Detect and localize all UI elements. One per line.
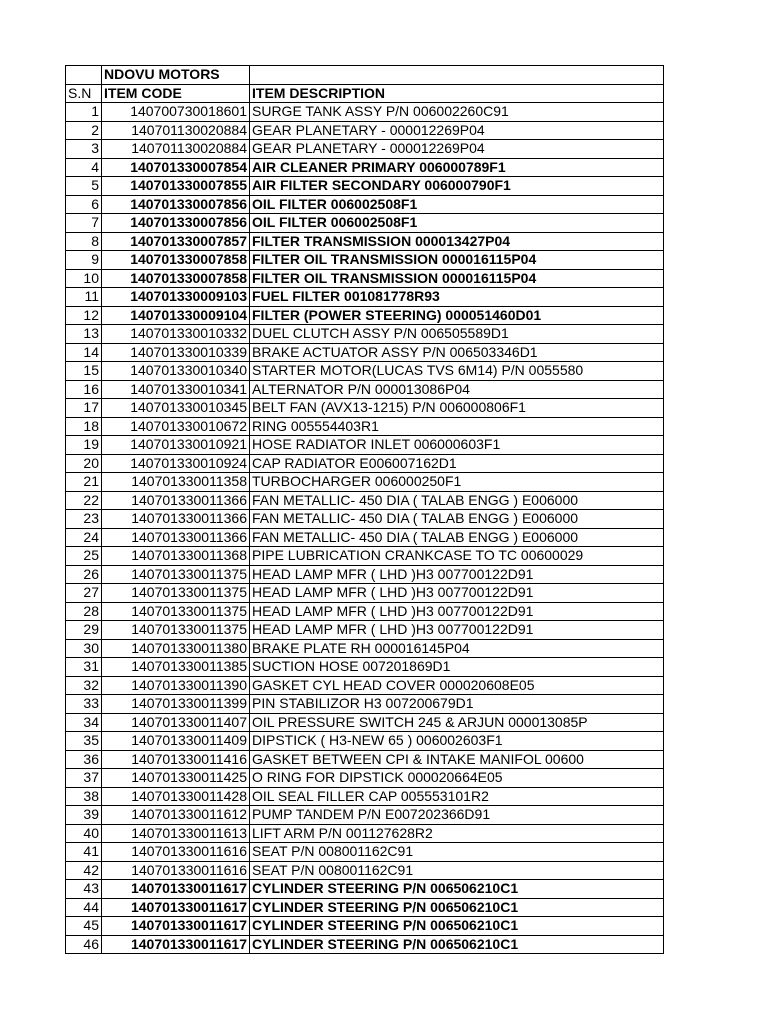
table-row — [66, 436, 664, 455]
row-sn: 30 — [66, 639, 102, 658]
row-item-code: 140701330011612 — [102, 806, 250, 825]
row-sn: 12 — [66, 306, 102, 325]
row-item-code: 140701330011617 — [102, 898, 250, 917]
row-sn: 43 — [66, 880, 102, 899]
row-sn: 11 — [66, 288, 102, 307]
row-sn: 41 — [66, 843, 102, 862]
row-item-code: 140701330011428 — [102, 787, 250, 806]
row-item-code: 140701130020884 — [102, 140, 250, 159]
row-sn: 7 — [66, 214, 102, 233]
row-sn: 26 — [66, 565, 102, 584]
row-item-description: GASKET BETWEEN CPI & INTAKE MANIFOL 00600 — [250, 750, 664, 769]
row-sn: 18 — [66, 417, 102, 436]
table-row — [66, 769, 664, 788]
table-row — [66, 158, 664, 177]
row-item-code: 140701330011617 — [102, 935, 250, 954]
table-row — [66, 584, 664, 603]
row-item-code: 140701330007858 — [102, 251, 250, 270]
row-item-description: CYLINDER STEERING P/N 006506210C1 — [250, 880, 664, 899]
company-row — [66, 66, 664, 85]
header-sn: S.N — [66, 84, 102, 103]
row-item-code: 140701330011358 — [102, 473, 250, 492]
row-sn: 10 — [66, 269, 102, 288]
row-item-code: 140701330007857 — [102, 232, 250, 251]
table-row — [66, 676, 664, 695]
empty-cell — [250, 66, 664, 85]
row-item-description: HEAD LAMP MFR ( LHD )H3 007700122D91 — [250, 602, 664, 621]
row-item-description: OIL SEAL FILLER CAP 005553101R2 — [250, 787, 664, 806]
row-item-description: STARTER MOTOR(LUCAS TVS 6M14) P/N 0055580 — [250, 362, 664, 381]
table-row — [66, 898, 664, 917]
row-item-code: 140701330011380 — [102, 639, 250, 658]
table-row — [66, 491, 664, 510]
row-sn: 2 — [66, 121, 102, 140]
table-row — [66, 750, 664, 769]
row-item-code: 140701330007855 — [102, 177, 250, 196]
row-item-code: 140701330011368 — [102, 547, 250, 566]
row-item-code: 140701330011409 — [102, 732, 250, 751]
row-sn: 21 — [66, 473, 102, 492]
table-row — [66, 343, 664, 362]
row-sn: 31 — [66, 658, 102, 677]
table-row — [66, 473, 664, 492]
row-sn: 44 — [66, 898, 102, 917]
row-sn: 29 — [66, 621, 102, 640]
table-row — [66, 843, 664, 862]
row-item-description: BRAKE ACTUATOR ASSY P/N 006503346D1 — [250, 343, 664, 362]
row-sn: 32 — [66, 676, 102, 695]
row-item-description: FILTER OIL TRANSMISSION 000016115P04 — [250, 269, 664, 288]
row-sn: 15 — [66, 362, 102, 381]
row-item-code: 140701330009103 — [102, 288, 250, 307]
row-sn: 6 — [66, 195, 102, 214]
row-item-code: 140701330011366 — [102, 528, 250, 547]
row-item-code: 140701330007856 — [102, 214, 250, 233]
row-sn: 22 — [66, 491, 102, 510]
row-sn: 19 — [66, 436, 102, 455]
row-item-description: SEAT P/N 008001162C91 — [250, 861, 664, 880]
row-item-description: BELT FAN (AVX13-1215) P/N 006000806F1 — [250, 399, 664, 418]
row-item-description: PIN STABILIZOR H3 007200679D1 — [250, 695, 664, 714]
row-item-code: 140701330011616 — [102, 843, 250, 862]
row-item-code: 140701330007858 — [102, 269, 250, 288]
row-sn: 5 — [66, 177, 102, 196]
row-item-code: 140701330011390 — [102, 676, 250, 695]
row-item-description: CYLINDER STEERING P/N 006506210C1 — [250, 935, 664, 954]
table-row — [66, 806, 664, 825]
row-item-description: AIR CLEANER PRIMARY 006000789F1 — [250, 158, 664, 177]
row-sn: 9 — [66, 251, 102, 270]
table-row — [66, 917, 664, 936]
row-sn: 8 — [66, 232, 102, 251]
table-row — [66, 251, 664, 270]
row-item-code: 140701330011617 — [102, 880, 250, 899]
table-row — [66, 380, 664, 399]
table-row — [66, 565, 664, 584]
row-sn: 20 — [66, 454, 102, 473]
row-item-description: SEAT P/N 008001162C91 — [250, 843, 664, 862]
row-item-description: PIPE LUBRICATION CRANKCASE TO TC 00600029 — [250, 547, 664, 566]
row-sn: 1 — [66, 103, 102, 122]
header-item-description: ITEM DESCRIPTION — [250, 84, 664, 103]
row-item-description: HOSE RADIATOR INLET 006000603F1 — [250, 436, 664, 455]
row-item-description: CAP RADIATOR E006007162D1 — [250, 454, 664, 473]
table-row — [66, 306, 664, 325]
row-item-description: OIL FILTER 006002508F1 — [250, 214, 664, 233]
parts-table-body — [66, 66, 664, 954]
parts-table — [65, 65, 664, 954]
row-item-description: OIL PRESSURE SWITCH 245 & ARJUN 000013085P — [250, 713, 664, 732]
row-item-code: 140701330011407 — [102, 713, 250, 732]
row-sn: 24 — [66, 528, 102, 547]
row-item-code: 140701330010339 — [102, 343, 250, 362]
row-sn: 37 — [66, 769, 102, 788]
row-item-code: 140701330011375 — [102, 584, 250, 603]
table-row — [66, 232, 664, 251]
row-item-code: 140701330010332 — [102, 325, 250, 344]
table-row — [66, 121, 664, 140]
row-sn: 17 — [66, 399, 102, 418]
row-item-code: 140701330011366 — [102, 510, 250, 529]
row-item-description: FILTER TRANSMISSION 000013427P04 — [250, 232, 664, 251]
row-item-description: CYLINDER STEERING P/N 006506210C1 — [250, 917, 664, 936]
row-sn: 45 — [66, 917, 102, 936]
row-item-code: 140701330011375 — [102, 565, 250, 584]
table-row — [66, 140, 664, 159]
row-sn: 28 — [66, 602, 102, 621]
row-item-code: 140701330011416 — [102, 750, 250, 769]
row-item-description: HEAD LAMP MFR ( LHD )H3 007700122D91 — [250, 565, 664, 584]
table-row — [66, 528, 664, 547]
row-sn: 38 — [66, 787, 102, 806]
row-item-description: DIPSTICK ( H3-NEW 65 ) 006002603F1 — [250, 732, 664, 751]
row-sn: 35 — [66, 732, 102, 751]
row-sn: 4 — [66, 158, 102, 177]
row-sn: 42 — [66, 861, 102, 880]
row-sn: 36 — [66, 750, 102, 769]
row-item-description: GEAR PLANETARY - 000012269P04 — [250, 121, 664, 140]
table-row — [66, 732, 664, 751]
table-row — [66, 195, 664, 214]
table-row — [66, 177, 664, 196]
company-name: NDOVU MOTORS — [102, 66, 250, 85]
row-sn: 13 — [66, 325, 102, 344]
row-item-description: PUMP TANDEM P/N E007202366D91 — [250, 806, 664, 825]
table-row — [66, 362, 664, 381]
row-sn: 23 — [66, 510, 102, 529]
row-item-code: 140701330011613 — [102, 824, 250, 843]
table-row — [66, 861, 664, 880]
table-row — [66, 399, 664, 418]
table-row — [66, 269, 664, 288]
row-item-description: AIR FILTER SECONDARY 006000790F1 — [250, 177, 664, 196]
row-item-code: 140701330010921 — [102, 436, 250, 455]
row-item-code: 140700730018601 — [102, 103, 250, 122]
row-sn: 16 — [66, 380, 102, 399]
table-row — [66, 602, 664, 621]
row-item-description: FILTER (POWER STEERING) 000051460D01 — [250, 306, 664, 325]
row-item-description: RING 005554403R1 — [250, 417, 664, 436]
row-sn: 3 — [66, 140, 102, 159]
row-item-code: 140701330009104 — [102, 306, 250, 325]
row-item-code: 140701330011399 — [102, 695, 250, 714]
row-item-code: 140701130020884 — [102, 121, 250, 140]
row-item-code: 140701330010341 — [102, 380, 250, 399]
row-item-description: LIFT ARM P/N 001127628R2 — [250, 824, 664, 843]
row-item-description: ALTERNATOR P/N 000013086P04 — [250, 380, 664, 399]
table-row — [66, 658, 664, 677]
row-sn: 40 — [66, 824, 102, 843]
row-item-code: 140701330011425 — [102, 769, 250, 788]
row-item-code: 140701330011616 — [102, 861, 250, 880]
row-item-description: OIL FILTER 006002508F1 — [250, 195, 664, 214]
row-item-code: 140701330007856 — [102, 195, 250, 214]
row-item-description: O RING FOR DIPSTICK 000020664E05 — [250, 769, 664, 788]
row-item-description: HEAD LAMP MFR ( LHD )H3 007700122D91 — [250, 584, 664, 603]
row-sn: 33 — [66, 695, 102, 714]
row-item-description: FUEL FILTER 001081778R93 — [250, 288, 664, 307]
table-row — [66, 824, 664, 843]
row-item-description: BRAKE PLATE RH 000016145P04 — [250, 639, 664, 658]
row-item-description: SURGE TANK ASSY P/N 006002260C91 — [250, 103, 664, 122]
table-row — [66, 787, 664, 806]
table-row — [66, 214, 664, 233]
table-row — [66, 713, 664, 732]
table-row — [66, 454, 664, 473]
row-item-description: FAN METALLIC- 450 DIA ( TALAB ENGG ) E006000 — [250, 528, 664, 547]
table-row — [66, 621, 664, 640]
table-row — [66, 547, 664, 566]
row-item-description: CYLINDER STEERING P/N 006506210C1 — [250, 898, 664, 917]
header-item-code: ITEM CODE — [102, 84, 250, 103]
row-item-code: 140701330011375 — [102, 602, 250, 621]
row-item-description: DUEL CLUTCH ASSY P/N 006505589D1 — [250, 325, 664, 344]
header-row — [66, 84, 664, 103]
row-item-code: 140701330010340 — [102, 362, 250, 381]
row-item-description: SUCTION HOSE 007201869D1 — [250, 658, 664, 677]
row-item-description: GEAR PLANETARY - 000012269P04 — [250, 140, 664, 159]
row-sn: 14 — [66, 343, 102, 362]
row-item-code: 140701330011366 — [102, 491, 250, 510]
table-row — [66, 325, 664, 344]
row-sn: 25 — [66, 547, 102, 566]
row-sn: 27 — [66, 584, 102, 603]
row-item-description: GASKET CYL HEAD COVER 000020608E05 — [250, 676, 664, 695]
table-row — [66, 935, 664, 954]
row-item-code: 140701330010924 — [102, 454, 250, 473]
row-item-description: TURBOCHARGER 006000250F1 — [250, 473, 664, 492]
table-row — [66, 510, 664, 529]
row-item-description: FAN METALLIC- 450 DIA ( TALAB ENGG ) E006000 — [250, 510, 664, 529]
row-item-code: 140701330011617 — [102, 917, 250, 936]
table-row — [66, 103, 664, 122]
table-row — [66, 417, 664, 436]
table-row — [66, 639, 664, 658]
table-row — [66, 695, 664, 714]
table-row — [66, 288, 664, 307]
empty-cell — [66, 66, 102, 85]
table-row — [66, 880, 664, 899]
row-sn: 46 — [66, 935, 102, 954]
row-item-code: 140701330011375 — [102, 621, 250, 640]
row-item-description: HEAD LAMP MFR ( LHD )H3 007700122D91 — [250, 621, 664, 640]
row-item-code: 140701330011385 — [102, 658, 250, 677]
row-item-code: 140701330010345 — [102, 399, 250, 418]
row-sn: 39 — [66, 806, 102, 825]
row-item-description: FAN METALLIC- 450 DIA ( TALAB ENGG ) E006000 — [250, 491, 664, 510]
row-item-code: 140701330010672 — [102, 417, 250, 436]
row-item-code: 140701330007854 — [102, 158, 250, 177]
row-sn: 34 — [66, 713, 102, 732]
row-item-description: FILTER OIL TRANSMISSION 000016115P04 — [250, 251, 664, 270]
